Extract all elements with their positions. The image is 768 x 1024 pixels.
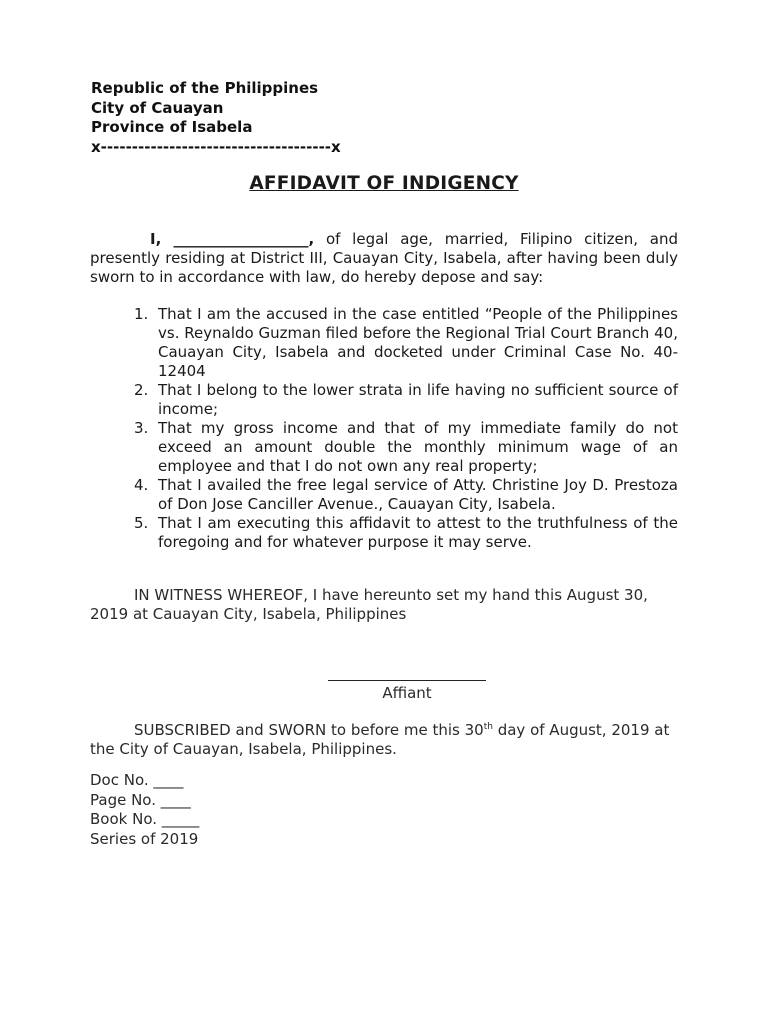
item-text: That I am the accused in the case entitled “People of the Philippines vs. Reynaldo Guzman filed before the Regional Trial Court Branch 40, Cauayan City, Isabela and docketed under Criminal Case No. 40-12404 [158,305,678,380]
deposition-list [90,305,678,552]
list-item [90,514,678,552]
jurat-text-end: day of August, 2019 at the City of Cauayan, Isabela, Philippines. [90,721,670,758]
list-item [90,419,678,476]
header-province: Province of Isabela [91,118,253,136]
item-number: 5. [134,514,149,532]
page-number: Page No. ____ [90,790,191,809]
affiant-label: Affiant [382,684,432,702]
list-item [90,476,678,514]
item-number: 3. [134,419,149,437]
jurat-text-start: SUBSCRIBED and SWORN to before me this 30 [134,721,484,739]
item-number: 2. [134,381,149,399]
header-city: City of Cauayan [91,98,224,117]
affiant-name-blank: I, __________________, [150,230,315,248]
item-number: 1. [134,305,149,323]
item-text: That I am executing this affidavit to attest to the truthfulness of the foregoing and for whatever purpose it may serve. [158,514,678,551]
signature-line [328,680,486,681]
doc-number: Doc No. ____ [90,771,184,789]
series-year: Series of 2019 [90,829,199,848]
item-number: 4. [134,476,149,494]
document-title: AFFIDAVIT OF INDIGENCY [249,173,519,194]
witness-paragraph: IN WITNESS WHEREOF, I have hereunto set my hand this August 30, 2019 at Cauayan City, Isabela, Philippines [90,586,648,623]
header-separator: x-------------------------------------x [91,137,341,156]
notarial-register [90,771,199,849]
header-republic: Republic of the Philippines [91,79,319,97]
list-item [90,305,678,381]
intro-text: of legal age, married, Filipino citizen, and presently residing at District III, Cauayan City, Isabela, after having been duly sworn to in accordance with law, do hereby depose and say: [90,230,679,286]
intro-paragraph [90,230,678,287]
jurat-paragraph [90,721,678,759]
item-text: That I belong to the lower strata in life having no sufficient source of income; [158,381,678,418]
letterhead [91,79,341,157]
item-text: That my gross income and that of my immediate family do not exceed an amount double the monthly minimum wage of an employee and that I do not own any real property; [158,419,678,475]
book-number: Book No. _____ [90,810,200,828]
item-text: That I availed the free legal service of Atty. Christine Joy D. Prestoza of Don Jose Canciller Avenue., Cauayan City, Isabela. [158,476,678,513]
jurat-ordinal-suffix: th [483,722,493,732]
list-item [90,381,678,419]
